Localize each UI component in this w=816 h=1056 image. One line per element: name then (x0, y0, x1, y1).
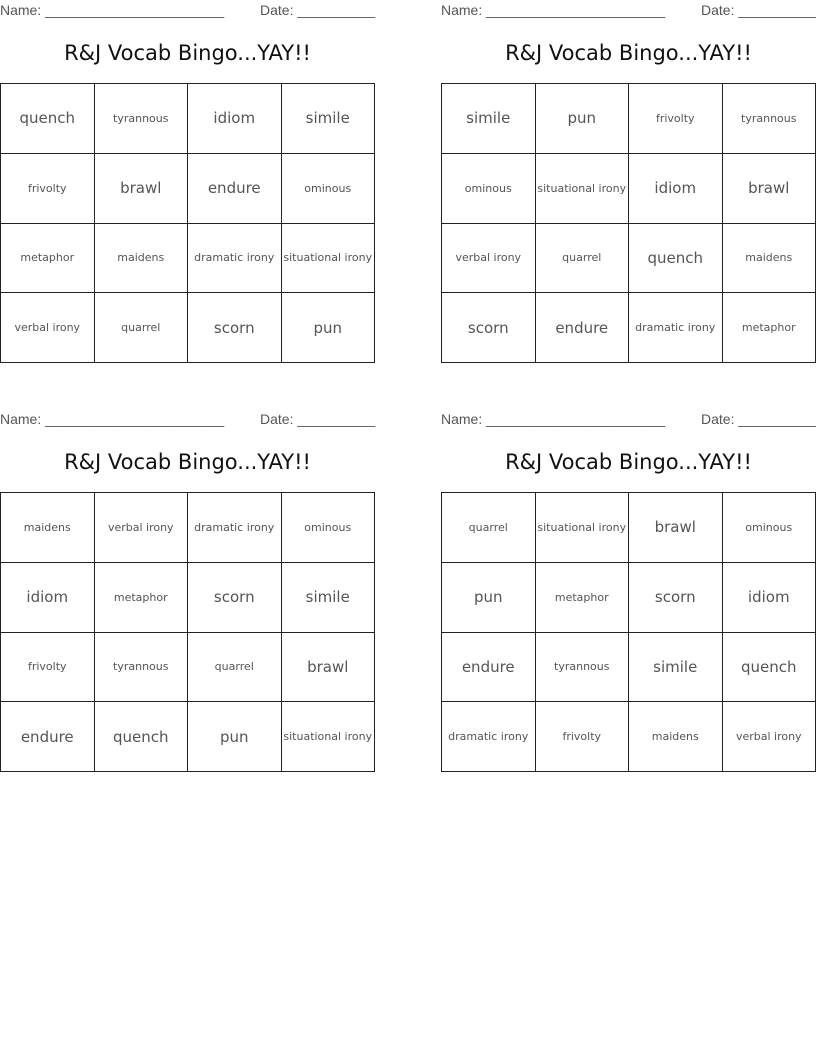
date-field: Date: __________ (260, 2, 376, 18)
bingo-cell: endure (536, 293, 630, 363)
bingo-cell: verbal irony (723, 702, 816, 772)
bingo-cell: quarrel (95, 293, 189, 363)
bingo-cell: endure (1, 702, 95, 772)
bingo-cell: ominous (723, 493, 816, 563)
card-title: R&J Vocab Bingo...YAY!! (505, 450, 752, 474)
bingo-cell: quarrel (536, 224, 630, 294)
bingo-cell: frivolty (1, 154, 95, 224)
card-header (441, 2, 816, 20)
bingo-cell: ominous (442, 154, 536, 224)
bingo-cell: brawl (282, 633, 376, 703)
bingo-cell: situational irony (282, 224, 376, 294)
card-title: R&J Vocab Bingo...YAY!! (505, 41, 752, 65)
bingo-cell: endure (188, 154, 282, 224)
bingo-cell: quarrel (442, 493, 536, 563)
card-header (0, 2, 375, 20)
name-field: Name: _______________________ (0, 411, 225, 427)
bingo-cell: situational irony (282, 702, 376, 772)
bingo-cell: brawl (95, 154, 189, 224)
bingo-cell: scorn (188, 563, 282, 633)
bingo-grid (0, 492, 375, 772)
bingo-cell: dramatic irony (442, 702, 536, 772)
bingo-cell: maidens (723, 224, 816, 294)
card-title: R&J Vocab Bingo...YAY!! (64, 450, 311, 474)
bingo-cell: tyrannous (723, 84, 816, 154)
bingo-cell: simile (282, 563, 376, 633)
bingo-cell: idiom (629, 154, 723, 224)
bingo-cell: frivolty (629, 84, 723, 154)
bingo-cell: maidens (95, 224, 189, 294)
bingo-cell: idiom (723, 563, 816, 633)
bingo-cell: scorn (629, 563, 723, 633)
bingo-cell: dramatic irony (188, 224, 282, 294)
card-header (441, 411, 816, 429)
bingo-cell: metaphor (536, 563, 630, 633)
bingo-cell: quench (1, 84, 95, 154)
bingo-cell: frivolty (536, 702, 630, 772)
date-field: Date: __________ (701, 411, 816, 427)
bingo-grid (441, 492, 816, 772)
bingo-cell: tyrannous (95, 633, 189, 703)
bingo-cell: verbal irony (95, 493, 189, 563)
bingo-cell: brawl (723, 154, 816, 224)
bingo-cell: pun (536, 84, 630, 154)
bingo-cell: verbal irony (1, 293, 95, 363)
bingo-cell: situational irony (536, 493, 630, 563)
bingo-cell: ominous (282, 493, 376, 563)
bingo-card (0, 409, 375, 773)
bingo-cell: pun (188, 702, 282, 772)
bingo-card (0, 0, 375, 364)
bingo-cell: frivolty (1, 633, 95, 703)
bingo-cell: dramatic irony (629, 293, 723, 363)
bingo-cell: metaphor (1, 224, 95, 294)
bingo-cell: brawl (629, 493, 723, 563)
date-field: Date: __________ (260, 411, 376, 427)
date-field: Date: __________ (701, 2, 816, 18)
bingo-cell: scorn (188, 293, 282, 363)
bingo-cell: simile (282, 84, 376, 154)
bingo-cell: simile (442, 84, 536, 154)
bingo-grid (441, 83, 816, 363)
bingo-cell: quarrel (188, 633, 282, 703)
name-field: Name: _______________________ (441, 2, 666, 18)
bingo-cell: metaphor (723, 293, 816, 363)
bingo-card (441, 0, 816, 364)
bingo-cell: metaphor (95, 563, 189, 633)
bingo-cell: idiom (188, 84, 282, 154)
bingo-cell: quench (629, 224, 723, 294)
card-header (0, 411, 375, 429)
bingo-card (441, 409, 816, 773)
bingo-cell: situational irony (536, 154, 630, 224)
bingo-cell: maidens (629, 702, 723, 772)
bingo-cell: dramatic irony (188, 493, 282, 563)
bingo-cell: quench (723, 633, 816, 703)
bingo-cell: quench (95, 702, 189, 772)
bingo-cell: tyrannous (536, 633, 630, 703)
bingo-cell: verbal irony (442, 224, 536, 294)
bingo-grid (0, 83, 375, 363)
bingo-cell: idiom (1, 563, 95, 633)
card-title: R&J Vocab Bingo...YAY!! (64, 41, 311, 65)
bingo-cell: maidens (1, 493, 95, 563)
name-field: Name: _______________________ (441, 411, 666, 427)
name-field: Name: _______________________ (0, 2, 225, 18)
bingo-cell: pun (442, 563, 536, 633)
bingo-cell: ominous (282, 154, 376, 224)
bingo-cell: endure (442, 633, 536, 703)
bingo-cell: pun (282, 293, 376, 363)
bingo-cell: scorn (442, 293, 536, 363)
bingo-cell: tyrannous (95, 84, 189, 154)
bingo-cell: simile (629, 633, 723, 703)
